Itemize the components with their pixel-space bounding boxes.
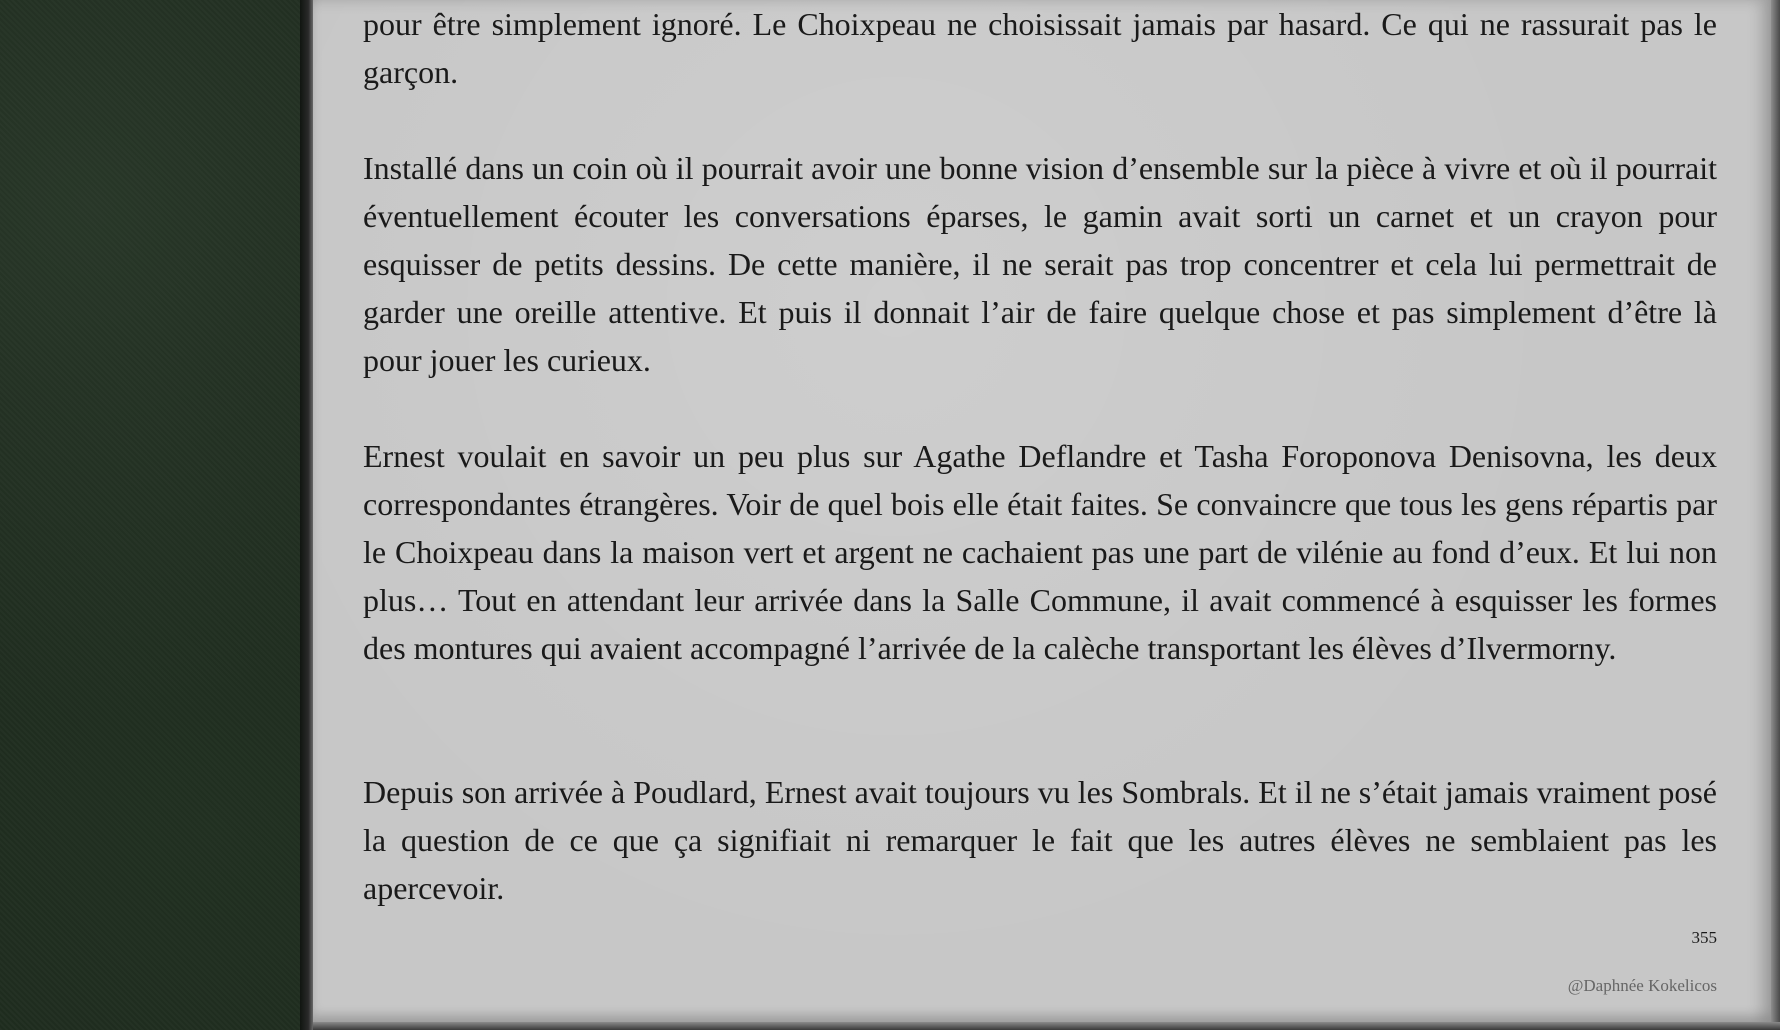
background-panel [0,0,305,1030]
paragraph-4: Depuis son arrivée à Poudlard, Ernest avait toujours vu les Sombrals. Et il ne s’était jamais vraiment posé la question de ce que ça signifiait ni remarquer le fait que les autres élèves ne semblaient pas les apercevoir. [363,774,1717,906]
page-bottom-edge [313,1022,1780,1030]
page-number: 355 [1691,928,1717,947]
author-credit: @Daphnée Kokelicos [1567,976,1717,995]
paragraph-3: Ernest voulait en savoir un peu plus sur Agathe Deflandre et Tasha Foroponova Denisovna, les deux correspondantes étrangères. Voir de quel bois elle était faites. Se convaincre que tous les gens répartis par le Choixpeau dans la maison vert et argent ne cachaient pas une part de vilénie au fond d’eux. Et lui non plus… Tout en attendant leur arrivée dans la Salle Commune, il avait commencé à esquisser les formes des montures qui avaient accompagné l’arrivée de la calèche transportant les élèves d’Ilvermorny. [363,438,1717,666]
page-right-edge [1771,0,1780,1030]
paragraph-1: pour être simplement ignoré. Le Choixpeau ne choisissait jamais par hasard. Ce qui ne rassurait pas le garçon. [363,6,1717,90]
paragraph-2: Installé dans un coin où il pourrait avoir une bonne vision d’ensemble sur la pièce à vivre et où il pourrait éventuellement écouter les conversations éparses, le gamin avait sorti un carnet et un crayon pour esquisser de petits dessins. De cette manière, il ne serait pas trop concentrer et cela lui permettrait de garder une oreille attentive. Et puis il donnait l’air de faire quelque chose et pas simplement d’être là pour jouer les curieux. [363,150,1717,378]
page-shadow [300,0,314,1030]
